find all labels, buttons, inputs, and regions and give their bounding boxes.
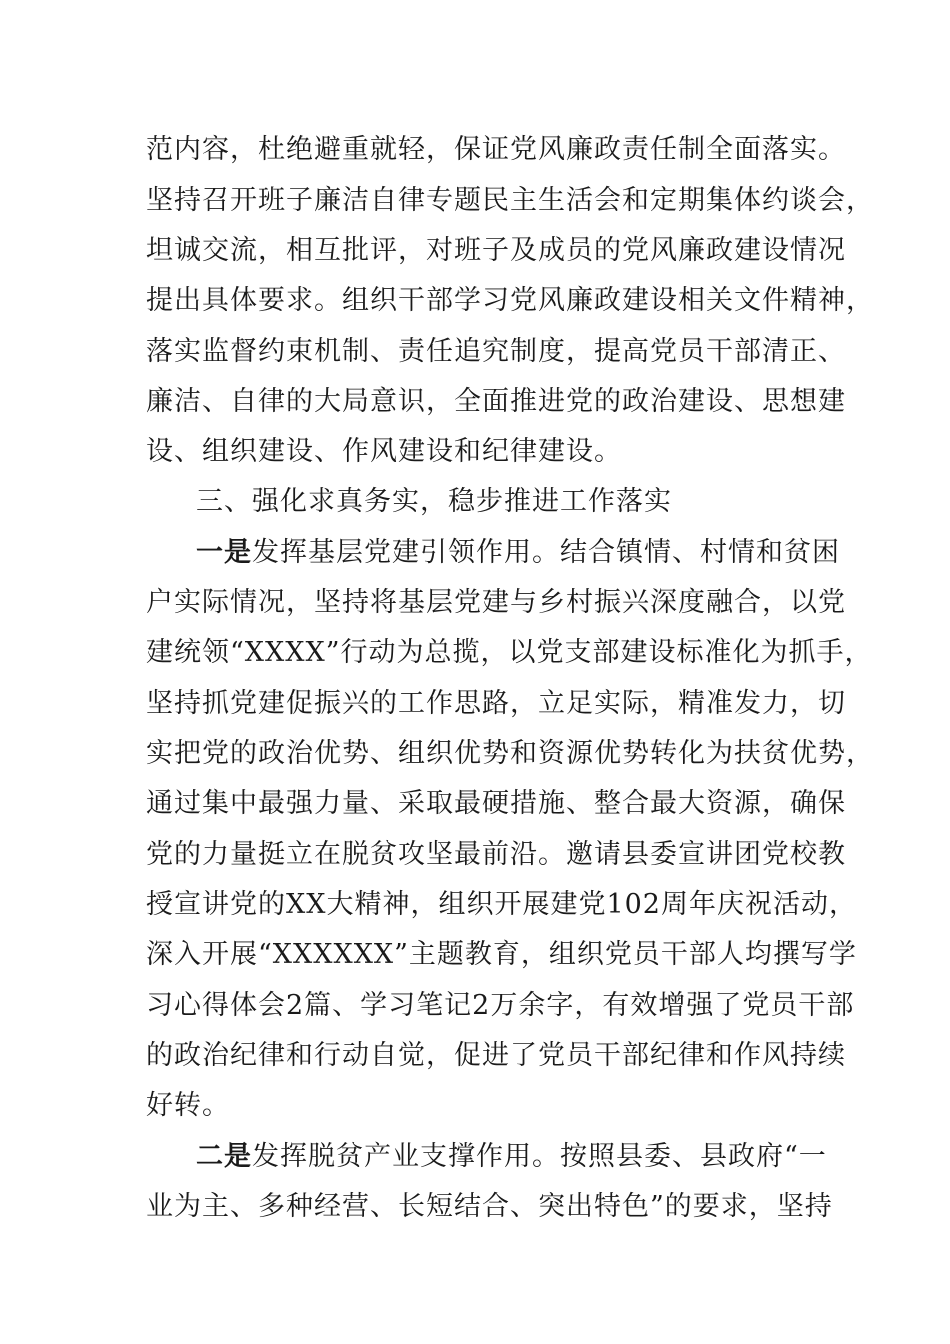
body-text-line: 坚持抓党建促振兴的工作思路，立足实际，精准发力，切 (146, 688, 846, 719)
body-text-line: 范内容，杜绝避重就轻，保证党风廉政责任制全面落实。 (146, 134, 846, 165)
paragraph-first-line (196, 535, 840, 571)
paragraph-first-rest: 发挥基层党建引领作用。结合镇情、村情和贫困 (252, 537, 840, 568)
body-text-line: 坦诚交流，相互批评，对班子及成员的党风廉政建设情况 (146, 235, 846, 266)
paragraph-first-line (196, 1139, 827, 1175)
body-text-line: 实把党的政治优势、组织优势和资源优势转化为扶贫优势， (146, 738, 874, 769)
body-text-line: 设、组织建设、作风建设和纪律建设。 (146, 436, 622, 467)
body-text-line: 授宣讲党的XX大精神，组织开展建党102周年庆祝活动， (146, 889, 857, 920)
body-text-line: 业为主、多种经营、长短结合、突出特色”的要求，坚持 (146, 1191, 833, 1222)
body-text-line: 提出具体要求。组织干部学习党风廉政建设相关文件精神， (146, 285, 874, 316)
section-heading: 三、强化求真务实，稳步推进工作落实 (196, 486, 672, 517)
paragraph-lead: 一是 (196, 537, 252, 568)
body-text-line: 建统领“XXXX”行动为总揽，以党支部建设标准化为抓手， (146, 637, 873, 668)
body-text-line: 落实监督约束机制、责任追究制度，提高党员干部清正、 (146, 336, 846, 367)
body-text-line: 习心得体会2篇、学习笔记2万余字，有效增强了党员干部 (146, 990, 855, 1021)
paragraph-lead: 二是 (196, 1141, 252, 1172)
body-text-line: 深入开展“XXXXXX”主题教育，组织党员干部人均撰写学 (146, 939, 857, 970)
body-text-line: 坚持召开班子廉洁自律专题民主生活会和定期集体约谈会， (146, 185, 874, 216)
body-text-line: 党的力量挺立在脱贫攻坚最前沿。邀请县委宣讲团党校教 (146, 839, 846, 870)
body-text-line: 廉洁、自律的大局意识，全面推进党的政治建设、思想建 (146, 386, 846, 417)
paragraph-first-rest: 发挥脱贫产业支撑作用。按照县委、县政府“一 (252, 1141, 827, 1172)
body-text-line: 户实际情况，坚持将基层党建与乡村振兴深度融合，以党 (146, 587, 846, 618)
body-text-line: 通过集中最强力量、采取最硬措施、整合最大资源，确保 (146, 788, 846, 819)
body-text-line: 的政治纪律和行动自觉，促进了党员干部纪律和作风持续 (146, 1040, 846, 1071)
body-text-line: 好转。 (146, 1090, 230, 1121)
